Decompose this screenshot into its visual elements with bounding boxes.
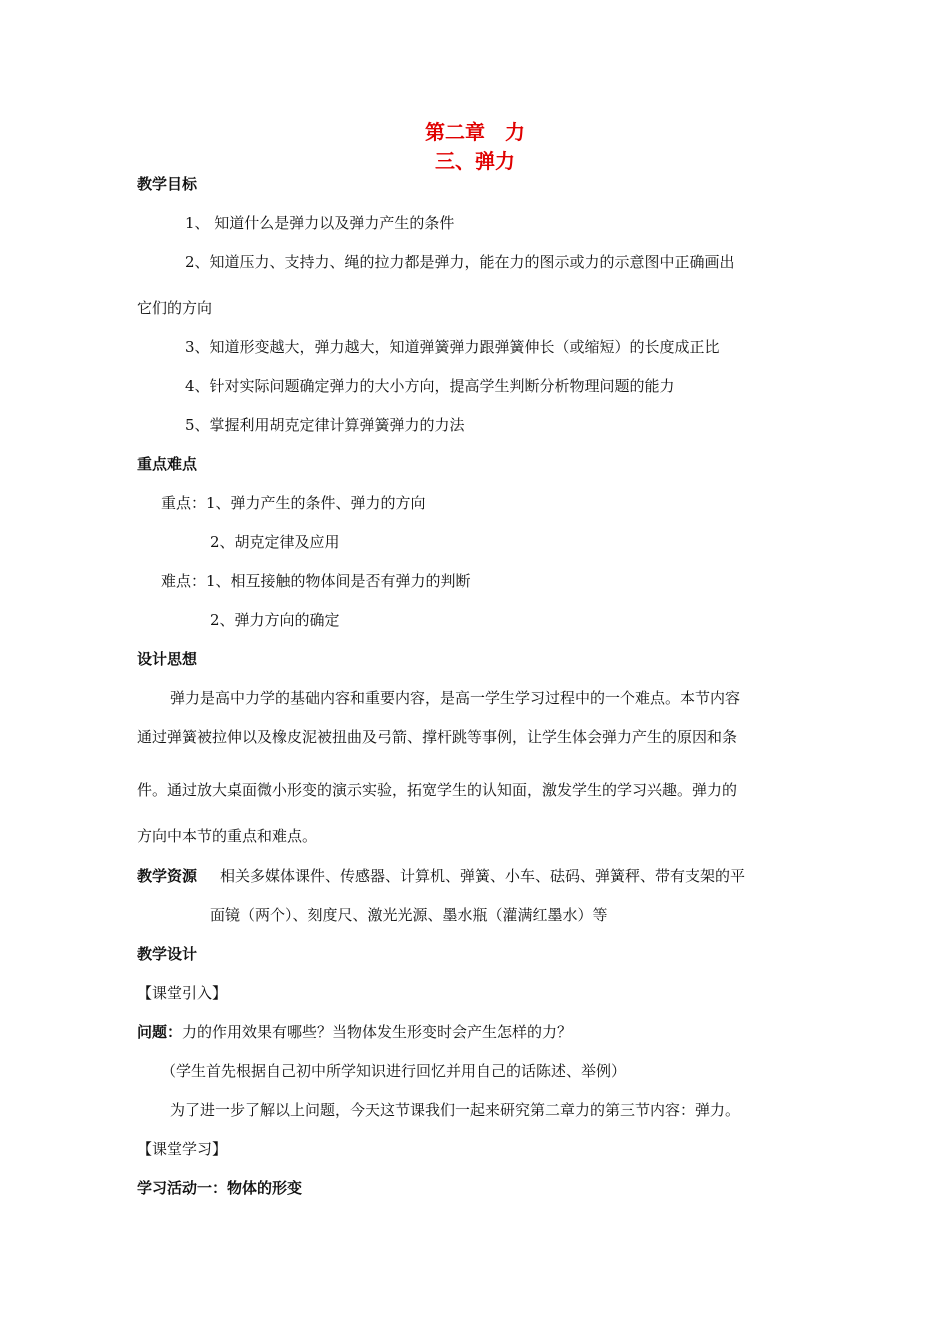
objective-item: 4、针对实际问题确定弹力的大小方向，提高学生判断分析物理问题的能力 (185, 377, 675, 395)
intro-label: 【课堂引入】 (137, 984, 228, 1002)
resources-text: 面镜（两个）、刻度尺、激光光源、墨水瓶（灌满红墨水）等 (210, 906, 608, 924)
transition-text: 为了进一步了解以上问题，今天这节课我们一起来研究第二章力的第三节内容：弹力。 (170, 1101, 741, 1119)
section-title: 三、弹力 (435, 149, 515, 173)
resources-text: 相关多媒体课件、传感器、计算机、弹簧、小车、砝码、弹簧秤、带有支架的平 (220, 867, 746, 885)
teaching-heading: 教学设计 (137, 945, 198, 963)
key-points-heading: 重点难点 (137, 455, 198, 473)
question-line (137, 1022, 572, 1042)
objective-item: 2、知道压力、支持力、绳的拉力都是弹力，能在力的图示或力的示意图中正确画出 (185, 253, 735, 271)
key-point: 重点：1、弹力产生的条件、弹力的方向 (161, 494, 426, 512)
chapter-title: 第二章 力 (425, 120, 525, 144)
objectives-heading: 教学目标 (137, 175, 198, 193)
difficulty-point: 2、弹力方向的确定 (210, 611, 340, 629)
design-paragraph-line: 通过弹簧被拉伸以及橡皮泥被扭曲及弓箭、撑杆跳等事例，让学生体会弹力产生的原因和条 (137, 728, 738, 746)
difficulty-point: 难点：1、相互接触的物体间是否有弹力的判断 (161, 572, 471, 590)
study-label: 【课堂学习】 (137, 1140, 228, 1158)
question-label: 问题： (137, 1023, 183, 1041)
question-text: 力的作用效果有哪些？当物体发生形变时会产生怎样的力？ (182, 1023, 573, 1041)
design-paragraph-line: 弹力是高中力学的基础内容和重要内容，是高一学生学习过程中的一个难点。本节内容 (170, 689, 741, 707)
design-paragraph-line: 件。通过放大桌面微小形变的演示实验，拓宽学生的认知面，激发学生的学习兴趣。弹力的 (137, 781, 738, 799)
objective-item: 3、知道形变越大，弹力越大，知道弹簧弹力跟弹簧伸长（或缩短）的长度成正比 (185, 338, 720, 356)
objective-item: 5、掌握利用胡克定律计算弹簧弹力的力法 (185, 416, 465, 434)
objective-item: 它们的方向 (137, 299, 213, 317)
key-point: 2、胡克定律及应用 (210, 533, 340, 551)
design-paragraph-line: 方向中本节的重点和难点。 (137, 827, 318, 845)
student-note: （学生首先根据自己初中所学知识进行回忆并用自己的话陈述、举例） (161, 1062, 627, 1080)
design-heading: 设计思想 (137, 650, 198, 668)
objective-item: 1、 知道什么是弹力以及弹力产生的条件 (185, 214, 455, 232)
resources-heading: 教学资源 (137, 867, 198, 885)
activity-heading: 学习活动一：物体的形变 (137, 1179, 303, 1197)
